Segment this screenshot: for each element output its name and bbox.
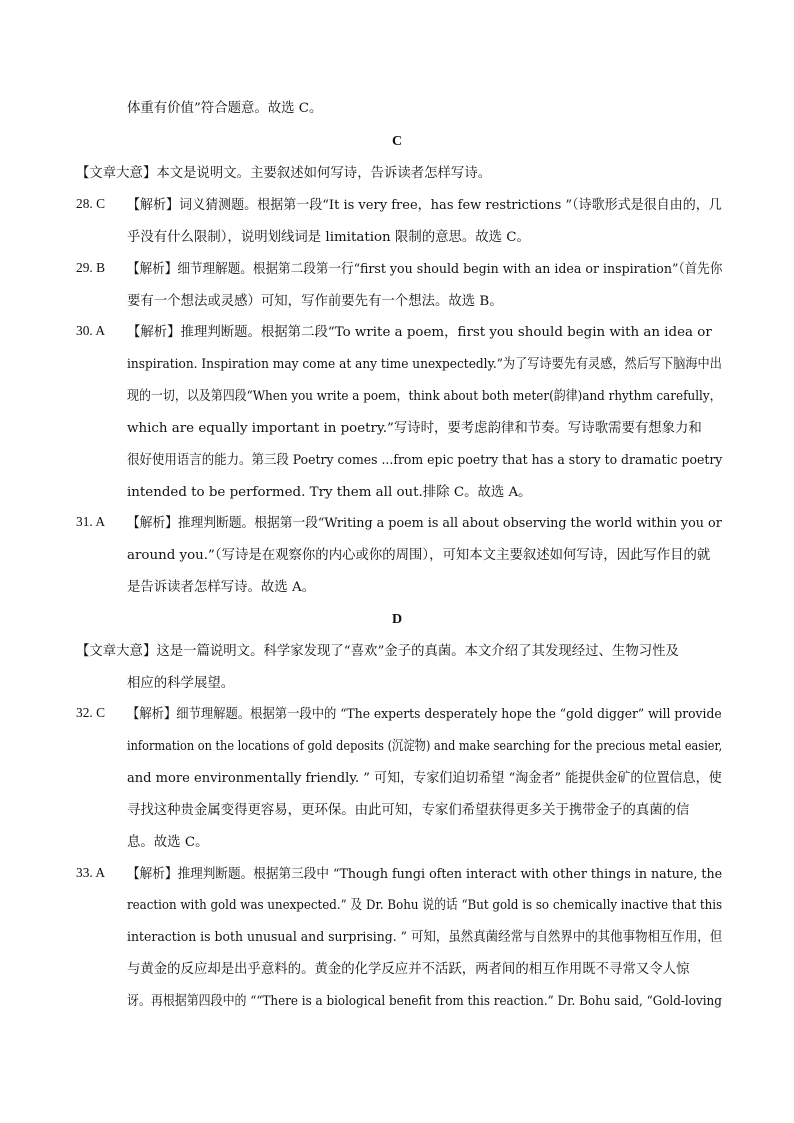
question-number: 29. B — [76, 260, 106, 275]
text-line: 【解析】细节理解题。根据第一段中的 “The experts desperately hope the “gold digger” will provide — [127, 707, 722, 722]
text-line: 【解析】推理判断题。根据第一段“Writing a poem is all about observing the world within you or — [127, 516, 722, 531]
text-line: information on the locations of gold deposits (沉淀物) and make searching for the precious metal easier, — [127, 739, 723, 754]
text-line: 【解析】词义猜测题。根据第一段“It is very free，has few restrictions ”（诗歌形式是很自由的，几 — [127, 198, 722, 213]
article-summary: 【文章大意】本文是说明文。主要叙述如何写诗，告诉读者怎样写诗。 — [76, 166, 492, 181]
text-line: 要有一个想法或灵感）可知，写作前要先有一个想法。故选 B。 — [127, 294, 503, 309]
text-line: and more environmentally friendly. ” 可知，专家们迫切希望 “淘金者” 能提供金矿的位置信息，使 — [127, 771, 722, 786]
text-line: inspiration. Inspiration may come at any time unexpectedly.”为了写诗要先有灵感，然后写下脑海中出 — [127, 357, 722, 372]
article-summary: 【文章大意】这是一篇说明文。科学家发现了“喜欢”金子的真菌。本文介绍了其发现经过、生物习性及 — [76, 644, 679, 659]
section-heading-c: C — [391, 134, 403, 149]
text-line: intended to be performed. Try them all out.排除 C。故选 A。 — [127, 485, 532, 500]
text-line: around you.”（写诗是在观察你的内心或你的周围），可知本文主要叙述如何写诗，因此写作目的就 — [127, 548, 711, 563]
text-line: 现的一切，以及第四段“When you write a poem，think about both meter(韵律)and rhythm carefully， — [127, 389, 722, 404]
text-line: 与黄金的反应却是出乎意料的。黄金的化学反应并不活跃，两者间的相互作用既不寻常又令人惊 — [127, 962, 690, 977]
text-line: 【解析】推理判断题。根据第三段中 “Though fungi often interact with other things in nature, the — [127, 867, 723, 882]
question-number: 28. C — [76, 196, 106, 211]
text-line: interaction is both unusual and surprising. ” 可知，虽然真菌经常与自然界中的其他事物相互作用，但 — [127, 930, 723, 945]
text-line: 体重有价值”符合题意。故选 C。 — [127, 101, 323, 116]
text-line: 乎没有什么限制），说明划线词是 limitation 限制的意思。故选 C。 — [127, 230, 530, 245]
question-number: 32. C — [76, 705, 106, 720]
question-number: 30. A — [76, 323, 106, 338]
section-heading-d: D — [391, 612, 403, 627]
text-line: 息。故选 C。 — [127, 835, 209, 850]
question-number: 31. A — [76, 514, 106, 529]
question-number: 33. A — [76, 865, 106, 880]
text-line: 是告诉读者怎样写诗。故选 A。 — [127, 580, 316, 595]
text-line: 【解析】推理判断题。根据第二段“To write a poem，first you should begin with an idea or — [127, 325, 712, 340]
text-line: 寻找这种贵金属变得更容易，更环保。由此可知，专家们希望获得更多关于携带金子的真菌的信 — [127, 803, 690, 818]
text-line: 相应的科学展望。 — [127, 676, 235, 691]
text-line: reaction with gold was unexpected.” 及 Dr. Bohu 说的话 “But gold is so chemically inactive that this — [127, 898, 723, 913]
text-line: 讶。再根据第四段中的 ““There is a biological benefit from this reaction.” Dr. Bohu said, “Gold-loving — [127, 994, 722, 1009]
text-line: which are equally important in poetry.”写诗时，要考虑韵律和节奏。写诗歌需要有想象力和 — [127, 421, 702, 436]
text-line: 很好使用语言的能力。第三段 Poetry comes ...from epic poetry that has a story to dramatic poetry — [127, 453, 723, 468]
text-line: 【解析】细节理解题。根据第二段第一行“first you should begin with an idea or inspiration”（首先你 — [127, 262, 723, 277]
